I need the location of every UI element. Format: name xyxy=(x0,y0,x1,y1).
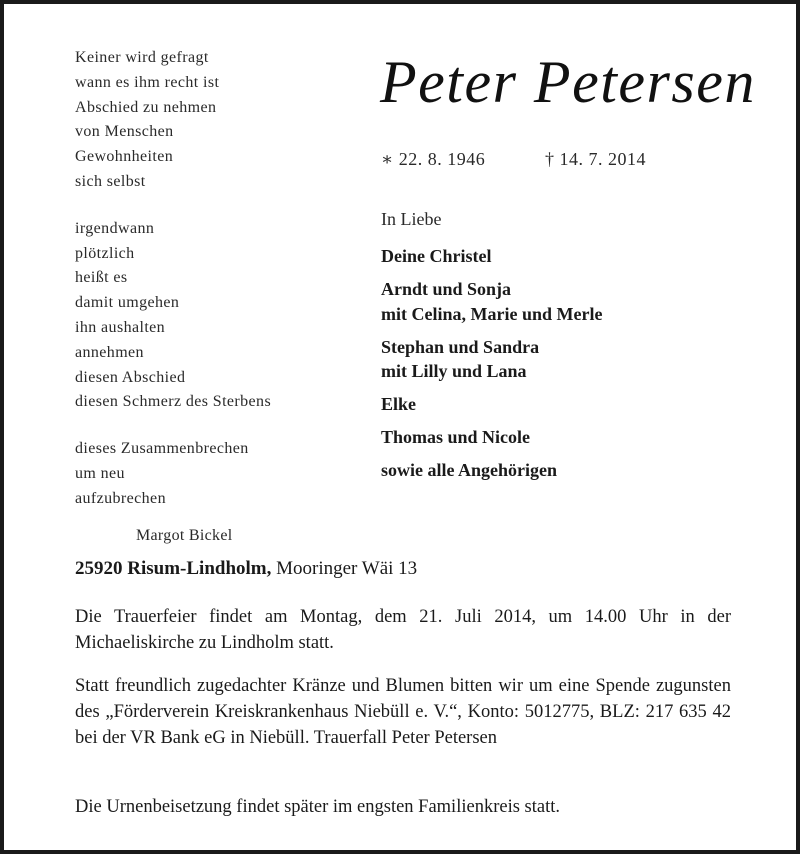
poem-line: damit umgehen xyxy=(75,294,180,312)
mourner-entry xyxy=(381,458,781,483)
poem-author: Margot Bickel xyxy=(136,527,233,544)
poem-line: Gewohnheiten xyxy=(75,148,174,166)
mourner-entry xyxy=(381,277,781,326)
poem-line: diesen Abschied xyxy=(75,368,186,386)
mourner-line: Arndt und Sonja xyxy=(381,279,512,299)
burial-notice: Die Urnenbeisetzung findet später im engsten Familienkreis statt. xyxy=(75,797,560,817)
poem-line: plötzlich xyxy=(75,244,135,262)
poem-line: dieses Zusammenbrechen xyxy=(75,440,249,458)
poem-line: aufzubrechen xyxy=(75,489,166,507)
poem-line: sich selbst xyxy=(75,172,146,190)
address-street: Mooringer Wäi 13 xyxy=(276,558,418,579)
poem-line: ihn aushalten xyxy=(75,318,166,336)
poem-line: Abschied zu nehmen xyxy=(75,98,217,116)
poem-stanza xyxy=(75,217,355,415)
birth-date: ∗ 22. 8. 1946 xyxy=(381,149,486,169)
poem-stanza xyxy=(75,437,355,511)
poem-line: annehmen xyxy=(75,343,144,361)
mourner-line: mit Lilly und Lana xyxy=(381,361,527,381)
mourner-entry xyxy=(381,335,781,384)
mourner-line: Deine Christel xyxy=(381,246,492,266)
mourner-line: sowie alle Angehörigen xyxy=(381,460,557,480)
poem-line: um neu xyxy=(75,464,125,482)
address-place: 25920 Risum-Lindholm, xyxy=(75,558,272,579)
poem xyxy=(75,46,355,512)
poem-line: heißt es xyxy=(75,269,128,287)
mourner-line: Stephan und Sandra xyxy=(381,336,540,357)
poem-line: von Menschen xyxy=(75,123,174,141)
mourners-list xyxy=(381,244,781,491)
mourner-entry xyxy=(381,425,781,450)
poem-line: wann es ihm recht ist xyxy=(75,73,220,91)
mourner-line: Elke xyxy=(381,394,417,414)
mourner-line: Thomas und Nicole xyxy=(381,427,531,447)
poem-line: irgendwann xyxy=(75,219,155,237)
mourner-entry xyxy=(381,244,781,269)
mourner-line: mit Celina, Marie und Merle xyxy=(381,303,603,324)
address xyxy=(75,558,417,580)
poem-line: Keiner wird gefragt xyxy=(75,49,209,66)
deceased-name: Peter Petersen xyxy=(380,49,756,115)
mourners-intro: In Liebe xyxy=(381,209,442,229)
death-date: † 14. 7. 2014 xyxy=(545,149,646,169)
donation-notice: Statt freundlich zugedachter Kränze und Blumen bitten wir um eine Spende zugunsten des „Förderverein Kreiskrankenhaus Niebüll e. V.“, Konto: 5012775, BLZ: 217 635 42 bei der VR Bank eG in Niebüll. Trauerfall Peter Petersen xyxy=(75,676,731,749)
poem-stanza xyxy=(75,46,355,195)
funeral-notice: Die Trauerfeier findet am Montag, dem 21. Juli 2014, um 14.00 Uhr in der Michaeliskirche zu Lindholm statt. xyxy=(75,607,731,654)
poem-line: diesen Schmerz des Sterbens xyxy=(75,393,272,411)
mourner-entry xyxy=(381,392,781,417)
